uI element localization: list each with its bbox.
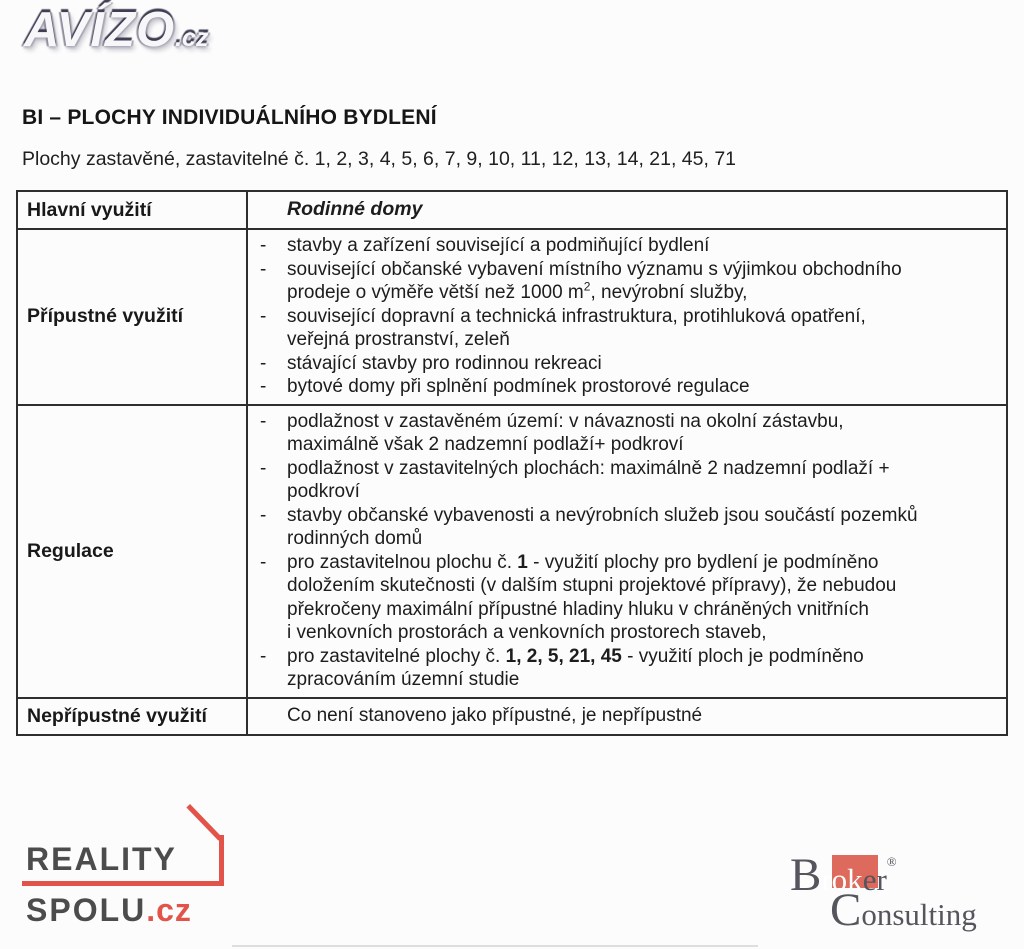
bullet-text: podlažnost v zastavitelných plochách: maximálně 2 nadzemní podlaží + podkroví (287, 457, 890, 502)
bullet-item (260, 234, 998, 258)
reality-logo-suffix: .cz (146, 892, 192, 928)
row-label-not-permitted-use: Nepřípustné využití (17, 698, 247, 735)
page-title: BI – PLOCHY INDIVIDUÁLNÍHO BYDLENÍ (22, 106, 437, 129)
house-base-line-icon (22, 881, 224, 886)
table-row-regulation (17, 405, 1007, 698)
reality-logo-word2-text: SPOLU (26, 892, 147, 928)
reality-spolu-logo (20, 797, 235, 942)
bullet-text: bytové domy při splnění podmínek prostorové regulace (287, 376, 750, 397)
bullet-dash: - (260, 504, 267, 526)
bullet-item (260, 504, 998, 551)
consulting-cap-c: C (830, 884, 862, 936)
bullet-item (260, 551, 998, 645)
row-label-permitted-use: Přípustné využití (17, 229, 247, 405)
row-label-regulation: Regulace (17, 405, 247, 698)
regulation-list (260, 410, 998, 692)
table-row-main-use (17, 191, 1007, 229)
bullet-text: související dopravní a technická infrastruktura, protihluková opatření, veřejná prostranství, zeleň (287, 305, 866, 350)
bullet-dash: - (260, 645, 267, 667)
bullet-text: stavby a zařízení související a podmiňující bydlení (287, 235, 710, 256)
bullet-dash: - (260, 410, 267, 432)
main-use-value: Rodinné domy (287, 197, 423, 220)
bullet-text: související občanské vybavení místního významu s výjimkou obchodního prodeje o výměře větší než 1000 $m^2$, nevýrobní služby, (287, 258, 902, 303)
registered-mark-icon: ® (886, 854, 897, 869)
broker-cap-b: B (790, 849, 822, 901)
broker-consulting-logo (788, 849, 1020, 944)
row-content-main-use (247, 191, 1007, 229)
bullet-dash: - (260, 305, 267, 327)
bullet-item (260, 352, 998, 376)
zoning-table (16, 190, 1008, 736)
broker-highlight-letters: rok (821, 862, 863, 897)
broker-logo-line2 (830, 884, 977, 936)
avizo-logo-text: AVÍZO (24, 3, 176, 57)
bullet-item (260, 258, 998, 305)
bullet-text: stávající stavby pro rodinnou rekreaci (287, 352, 602, 374)
broker-rest-letters: er (862, 862, 887, 897)
house-roof-diagonal-icon (186, 804, 222, 841)
bullet-dash: - (260, 376, 267, 397)
row-content-regulation (247, 405, 1007, 698)
bullet-text: stavby občanské vybavenosti a nevýrobních služeb jsou součástí pozemků rodinných domů (287, 504, 918, 549)
page-subtitle: Plochy zastavěné, zastavitelné č. 1, 2, 3, 4, 5, 6, 7, 9, 10, 11, 12, 13, 14, 21, 45, 71 (22, 148, 737, 170)
bullet-dash: - (260, 258, 267, 280)
table-row-permitted-use (17, 229, 1007, 405)
bullet-item (260, 305, 998, 352)
not-permitted-use-value: Co není stanoveno jako přípustné, je nepřípustné (287, 704, 703, 726)
bullet-text: pro zastavitelné plochy č. 1, 2, 5, 21, 45 - využití ploch je podmíněno zpracováním územní studie (287, 645, 864, 690)
table-row-not-permitted-use (17, 698, 1007, 735)
reality-logo-word2 (26, 892, 192, 929)
bullet-dash: - (260, 457, 267, 479)
row-label-main-use: Hlavní využití (17, 191, 247, 229)
bullet-item (260, 375, 998, 399)
house-wall-icon (219, 835, 224, 882)
bullet-item (260, 457, 998, 504)
avizo-logo (24, 2, 208, 58)
cropped-edge-artifact (232, 945, 758, 947)
avizo-logo-suffix: .cz (175, 24, 209, 52)
bullet-item (260, 410, 998, 457)
bullet-text: podlažnost v zastavěném území: v návaznosti na okolní zástavbu, maximálně však 2 nadzemní podlaží+ podkroví (287, 410, 844, 455)
bullet-text: pro zastavitelnou plochu č. 1 - využití plochy pro bydlení je podmíněno doložením skutečnosti (v dalším stupni projektové přípravy), že nebudou překročeny maximální přípustné hladiny hluku v chráněných vnitřních i venkovních prostorách a venkovních prostorech staveb, (287, 551, 897, 643)
bullet-dash: - (260, 551, 267, 573)
reality-logo-word1: REALITY (26, 841, 177, 877)
bullet-item (260, 645, 998, 692)
row-content-permitted-use (247, 229, 1007, 405)
bullet-dash: - (260, 235, 267, 256)
row-content-not-permitted-use (247, 698, 1007, 735)
permitted-use-list (260, 234, 998, 399)
consulting-rest-letters: onsulting (861, 897, 977, 932)
bullet-dash: - (260, 352, 267, 374)
